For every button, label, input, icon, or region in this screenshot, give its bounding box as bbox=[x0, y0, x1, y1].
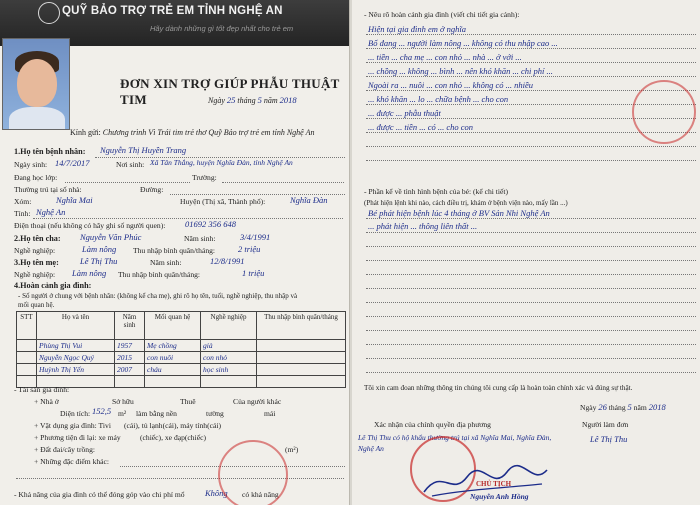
hamlet-value: Nghĩa Mai bbox=[56, 195, 93, 205]
official-title: CHỦ TỊCH bbox=[476, 480, 512, 488]
circumstance-heading: - Nêu rõ hoàn cảnh gia đình (viết chi tiết gia cảnh): bbox=[364, 10, 520, 19]
form-page-1: QUỸ BẢO TRỢ TRẺ EM TỈNH NGHỆ AN Hãy dành những gì tốt đẹp nhất cho trẻ em ĐƠN XIN TRỢ GIÚP PHẪU THUẬT TIM Ngày 25 tháng 5 năm 2018 Kính gửi: Chương trình Vì Trái tim trẻ thơ Quỹ Bảo trợ trẻ em tỉnh Nghệ An 1.Họ tên bệnh nhân: Nguyễn Thị Huyền Trang Ngày sinh: 14/7/2017 Nơi sinh: Xã Tân Thắng, huyện Nghĩa Đàn, tỉnh Nghệ An Đang học lớp: Trường: Thường trú tại số nhà: Đường: Xóm: Nghĩa Mai Huyện (Thị xã, Thành phố): Nghĩa Đàn Tỉnh: Nghệ An Điện thoại (nếu không có hãy ghi số người quen): 01692 356 648 2.Họ tên cha: Nguyễn Văn Phúc Năm sinh: 3/4/1991 Nghề nghiệp: Làm nông Thu nhập bình quân/tháng: 2 triệu 3.Họ tên mẹ: Lê Thị Thu Năm sinh: 12/8/1991 Nghề nghiệp: Làm nông Thu nhập bình quân/tháng: 1 triệu 4.Hoàn cảnh gia đình: - Số người ở chung với bệnh nhân: (không kể cha mẹ), ghi rõ họ tên, tuổi, nghề nghiệp, thu nhập và mối quan hệ. STT Họ và tên Năm sinh Mối quan hệ Nghề nghiệp Thu nhập bình quân/tháng Phùng Thị Vui 1957 Mẹ chồng già Nguyễn Ngọc Quý 2015 con nuôi con nhỏ Huỳnh Thị Yến 2007 cháu học sinh - Tài sản gia đình: + Nhà ở Sở hữu Thuê Của người khác Diện tích: 152,5 m² làm bằng nền tường mái + Vật dụng gia đình: Tivi (cái), tủ lạnh(cái), máy tính(cái) + Phương tiện đi lại: xe máy (chiếc), xe đạp(chiếc) + Đất đai/cây trồng: (m²) + Những đặc điểm khác: - Khả năng của gia đình có thể đóng góp vào chi phí mổ Không có khả năng bbox=[0, 0, 350, 505]
form-page-2 bbox=[352, 0, 700, 505]
circumstance-line: ... được ... tiền ... có ... cho con bbox=[368, 122, 474, 132]
father-birth: 3/4/1991 bbox=[240, 232, 271, 242]
table-row: Nguyễn Ngọc Quý 2015 con nuôi con nhỏ bbox=[17, 352, 346, 364]
table-row: Phùng Thị Vui 1957 Mẹ chồng già bbox=[17, 340, 346, 352]
red-seal-stamp bbox=[218, 440, 288, 505]
official-name: Nguyễn Anh Hồng bbox=[470, 492, 529, 501]
disease-line: Bé phát hiện bệnh lúc 4 tháng ở BV Sản Nhi Nghệ An bbox=[368, 208, 550, 218]
form-title: ĐƠN XIN TRỢ GIÚP PHẪU THUẬT TIM bbox=[120, 76, 340, 107]
fund-logo-icon bbox=[38, 2, 60, 24]
section2-heading: 2.Họ tên cha: bbox=[14, 234, 61, 243]
authority-note: Lê Thị Thu có hộ khẩu thường trú tại xã Nghĩa Mai, Nghĩa Đàn, Nghệ An bbox=[358, 433, 552, 453]
province-value: Nghệ An bbox=[36, 207, 66, 217]
district-value: Nghĩa Đàn bbox=[290, 195, 328, 205]
disease-hint: (Phát hiện lệnh khi nào, cách điều trị, khám ở bệnh viện nào, mấy lần ...) bbox=[364, 199, 568, 207]
circumstance-line: Hiện tại gia đình em ở nghĩa bbox=[368, 24, 467, 34]
date-month: 5 bbox=[257, 95, 262, 105]
table-row: Huỳnh Thị Yến 2007 cháu học sinh bbox=[17, 364, 346, 376]
section4-heading: 4.Hoàn cảnh gia đình: bbox=[14, 281, 92, 290]
org-name: QUỸ BẢO TRỢ TRẺ EM TỈNH NGHỆ AN bbox=[62, 5, 283, 17]
authority-label: Xác nhận của chính quyền địa phương bbox=[374, 420, 491, 429]
circumstance-line: Bố đang ... người làm nông ... không có thu nhập cao ... bbox=[368, 38, 558, 48]
section1-heading: 1.Họ tên bệnh nhân: bbox=[14, 147, 86, 156]
patient-name: Nguyễn Thị Huyền Trang bbox=[100, 145, 187, 155]
family-members-table bbox=[16, 311, 346, 388]
patient-dob: 14/7/2017 bbox=[55, 158, 90, 168]
patient-birthplace: Xã Tân Thắng, huyện Nghĩa Đàn, tỉnh Nghệ An bbox=[150, 158, 293, 167]
recipient-line: Kính gửi: Chương trình Vì Trái tim trẻ thơ Quỹ Bảo trợ trẻ em tỉnh Nghệ An bbox=[70, 128, 315, 137]
house-area: 152,5 bbox=[92, 406, 112, 416]
circumstance-line: ... khó khăn ... lo ... chữa bệnh ... cho con bbox=[368, 94, 509, 104]
org-slogan: Hãy dành những gì tốt đẹp nhất cho trẻ em bbox=[150, 24, 294, 33]
circumstance-line: ... chồng ... không ... bình ... nên khó khăn ... chi phí ... bbox=[368, 66, 553, 76]
circumstance-line: ... được ... phẫu thuật bbox=[368, 108, 441, 118]
mother-birth: 12/8/1991 bbox=[210, 256, 245, 266]
mother-income: 1 triệu bbox=[242, 268, 265, 278]
phone-value: 01692 356 648 bbox=[185, 219, 236, 229]
mother-name: Lê Thị Thu bbox=[80, 256, 118, 266]
recipient-name: Chương trình Vì Trái tim trẻ thơ Quỹ Bảo trợ trẻ em tỉnh Nghệ An bbox=[102, 128, 315, 137]
red-seal-stamp bbox=[632, 80, 696, 144]
form-date: Ngày 25 tháng 5 năm 2018 bbox=[208, 95, 297, 105]
date-year: 2018 bbox=[279, 95, 297, 105]
date-day: 25 bbox=[226, 95, 236, 105]
payment-value: Không bbox=[205, 488, 228, 498]
mother-job: Làm nông bbox=[72, 268, 107, 278]
father-job: Làm nông bbox=[82, 244, 117, 254]
patient-photo bbox=[2, 38, 70, 130]
applicant-label: Người làm đơn bbox=[582, 420, 629, 429]
circumstance-line: Ngoài ra ... nuôi ... con nhỏ ... không có ... nhiều bbox=[368, 80, 534, 90]
applicant-name: Lê Thị Thu bbox=[590, 434, 628, 444]
circumstance-line: ... tiền ... cha mẹ ... con nhỏ ... nhà ... ở với ... bbox=[368, 52, 522, 62]
sign-date: Ngày 26 tháng 5 năm 2018 bbox=[580, 402, 666, 412]
disease-heading: - Phần kể về tình hình bệnh của bé: (kể chi tiết) bbox=[364, 187, 509, 196]
father-income: 2 triệu bbox=[238, 244, 261, 254]
section3-heading: 3.Họ tên mẹ: bbox=[14, 258, 59, 267]
father-name: Nguyễn Văn Phúc bbox=[80, 232, 142, 242]
disease-line: ... phát hiện ... thông liên thất ... bbox=[368, 221, 478, 231]
table-header-row: STT Họ và tên Năm sinh Mối quan hệ Nghề nghiệp Thu nhập bình quân/tháng bbox=[17, 312, 346, 340]
pledge-text: Tôi xin cam đoan những thông tin chúng tôi cung cấp là hoàn toàn chính xác và đúng sự thật. bbox=[364, 384, 633, 392]
